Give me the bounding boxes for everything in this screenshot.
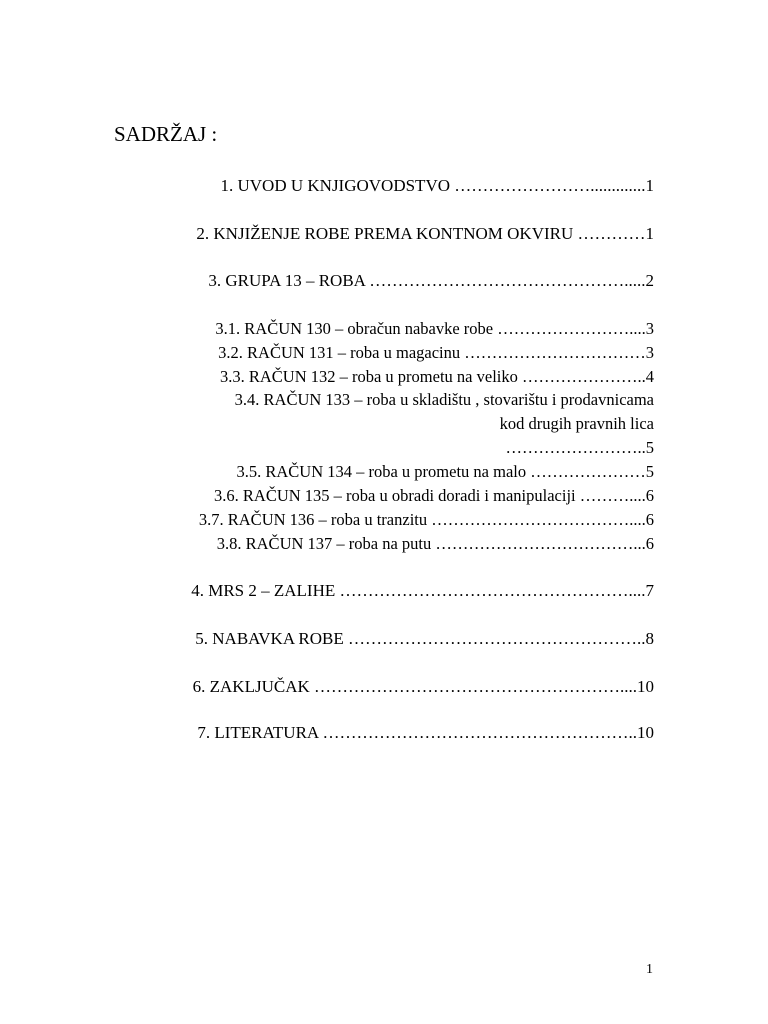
toc-entry: 5. NABAVKA ROBE ……………………………………………..8 xyxy=(195,629,654,648)
toc-subentry: 3.3. RAČUN 132 – roba u prometu na veliko …………………..4 xyxy=(219,367,654,386)
toc-subentry: 3.8. RAČUN 137 – roba na putu ………………………………...6 xyxy=(216,534,654,553)
toc-subentry: 3.7. RAČUN 136 – roba u tranzitu ………………………………....6 xyxy=(198,510,654,529)
toc-subentry-continuation: ……………………..5 xyxy=(505,438,654,457)
toc-subentry: 3.4. RAČUN 133 – roba u skladištu , stovarištu i prodavnicama xyxy=(234,390,654,409)
toc-subentry: 3.6. RAČUN 135 – roba u obradi doradi i manipulaciji ………....6 xyxy=(214,486,654,505)
toc-subentry-continuation: kod drugih pravnih lica xyxy=(499,414,654,433)
toc-entry: 7. LITERATURA ………………………………………………..10 xyxy=(197,723,654,742)
toc-subentry: 3.1. RAČUN 130 – obračun nabavke robe ……………………....3 xyxy=(215,319,654,338)
toc-subentry: 3.2. RAČUN 131 – roba u magacinu ……………………………3 xyxy=(218,343,654,362)
page-number: 1 xyxy=(646,962,653,977)
toc-entry: 6. ZAKLJUČAK ………………………………………………....10 xyxy=(192,677,654,696)
toc-entry: 3. GRUPA 13 – ROBA ……………………………………….....2 xyxy=(208,271,654,290)
toc-entry: 4. MRS 2 – ZALIHE ……………………………………………....7 xyxy=(191,581,654,600)
toc-entry: 1. UVOD U KNJIGOVODSTVO …………………….............1 xyxy=(220,176,654,195)
toc-subentry: 3.5. RAČUN 134 – roba u prometu na malo …………………5 xyxy=(236,462,654,481)
toc-entry: 2. KNJIŽENJE ROBE PREMA KONTNOM OKVIRU …………1 xyxy=(196,224,654,243)
page-title: SADRŽAJ : xyxy=(114,122,218,146)
